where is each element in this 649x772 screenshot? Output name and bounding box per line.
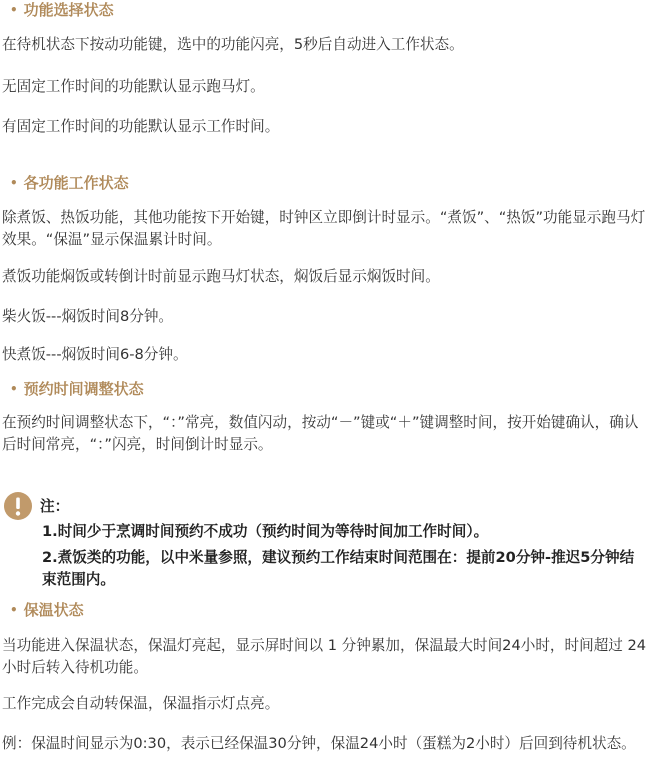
heading-text: 预约时间调整状态: [23, 380, 144, 398]
paragraph: 煮饭功能焖饭或转倒计时前显示跑马灯状态，焖饭后显示焖饭时间。: [2, 268, 440, 285]
bullet-dot-icon: •: [10, 176, 18, 190]
paragraph: 工作完成会自动转保温，保温指示灯点亮。: [2, 695, 280, 712]
paragraph: 快煮饭---焖饭时间6-8分钟。: [2, 346, 188, 363]
note-title: 注：: [40, 498, 70, 515]
paragraph: 当功能进入保温状态，保温灯亮起，显示屏时间以 1 分钟累加，保温最大时间24小时，时间超过 24 小时后转入待机功能。: [2, 637, 647, 676]
section-heading-keep-warm: [10, 600, 84, 620]
paragraph: 无固定工作时间的功能默认显示跑马灯。: [2, 78, 265, 95]
heading-text: 功能选择状态: [23, 1, 114, 19]
paragraph: 有固定工作时间的功能默认显示工作时间。: [2, 118, 280, 135]
paragraph: 在待机状态下按动功能键，选中的功能闪亮，5秒后自动进入工作状态。: [2, 36, 464, 53]
bullet-dot-icon: •: [10, 3, 18, 17]
paragraph: 柴火饭---焖饭时间8分钟。: [2, 308, 174, 325]
info-icon: [4, 492, 32, 520]
paragraph: 例：保温时间显示为0:30，表示已经保温30分钟，保温24小时（蛋糕为2小时）后回到待机状态。: [2, 735, 636, 752]
paragraph: 除煮饭、热饭功能，其他功能按下开始键，时钟区立即倒计时显示。“煮饭”、“热饭”功能显示跑马灯效果。“保温”显示保温累计时间。: [2, 209, 646, 248]
section-heading-function-select: [10, 0, 114, 20]
note-item: 1.时间少于烹调时间预约不成功（预约时间为等待时间加工作时间）。: [42, 523, 489, 540]
bullet-dot-icon: •: [10, 382, 18, 396]
paragraph: 在预约时间调整状态下，“：”常亮，数值闪动，按动“－”键或“＋”键调整时间，按开始键确认，确认后时间常亮，“：”闪亮，时间倒计时显示。: [2, 414, 639, 453]
section-heading-function-work: [10, 173, 129, 193]
section-heading-reservation: [10, 379, 144, 399]
bullet-dot-icon: •: [10, 603, 18, 617]
note-item: 2.煮饭类的功能，以中米量参照，建议预约工作结束时间范围在：提前20分钟-推迟5分钟结束范围内。: [42, 549, 635, 588]
heading-text: 各功能工作状态: [23, 174, 129, 192]
heading-text: 保温状态: [23, 601, 84, 619]
